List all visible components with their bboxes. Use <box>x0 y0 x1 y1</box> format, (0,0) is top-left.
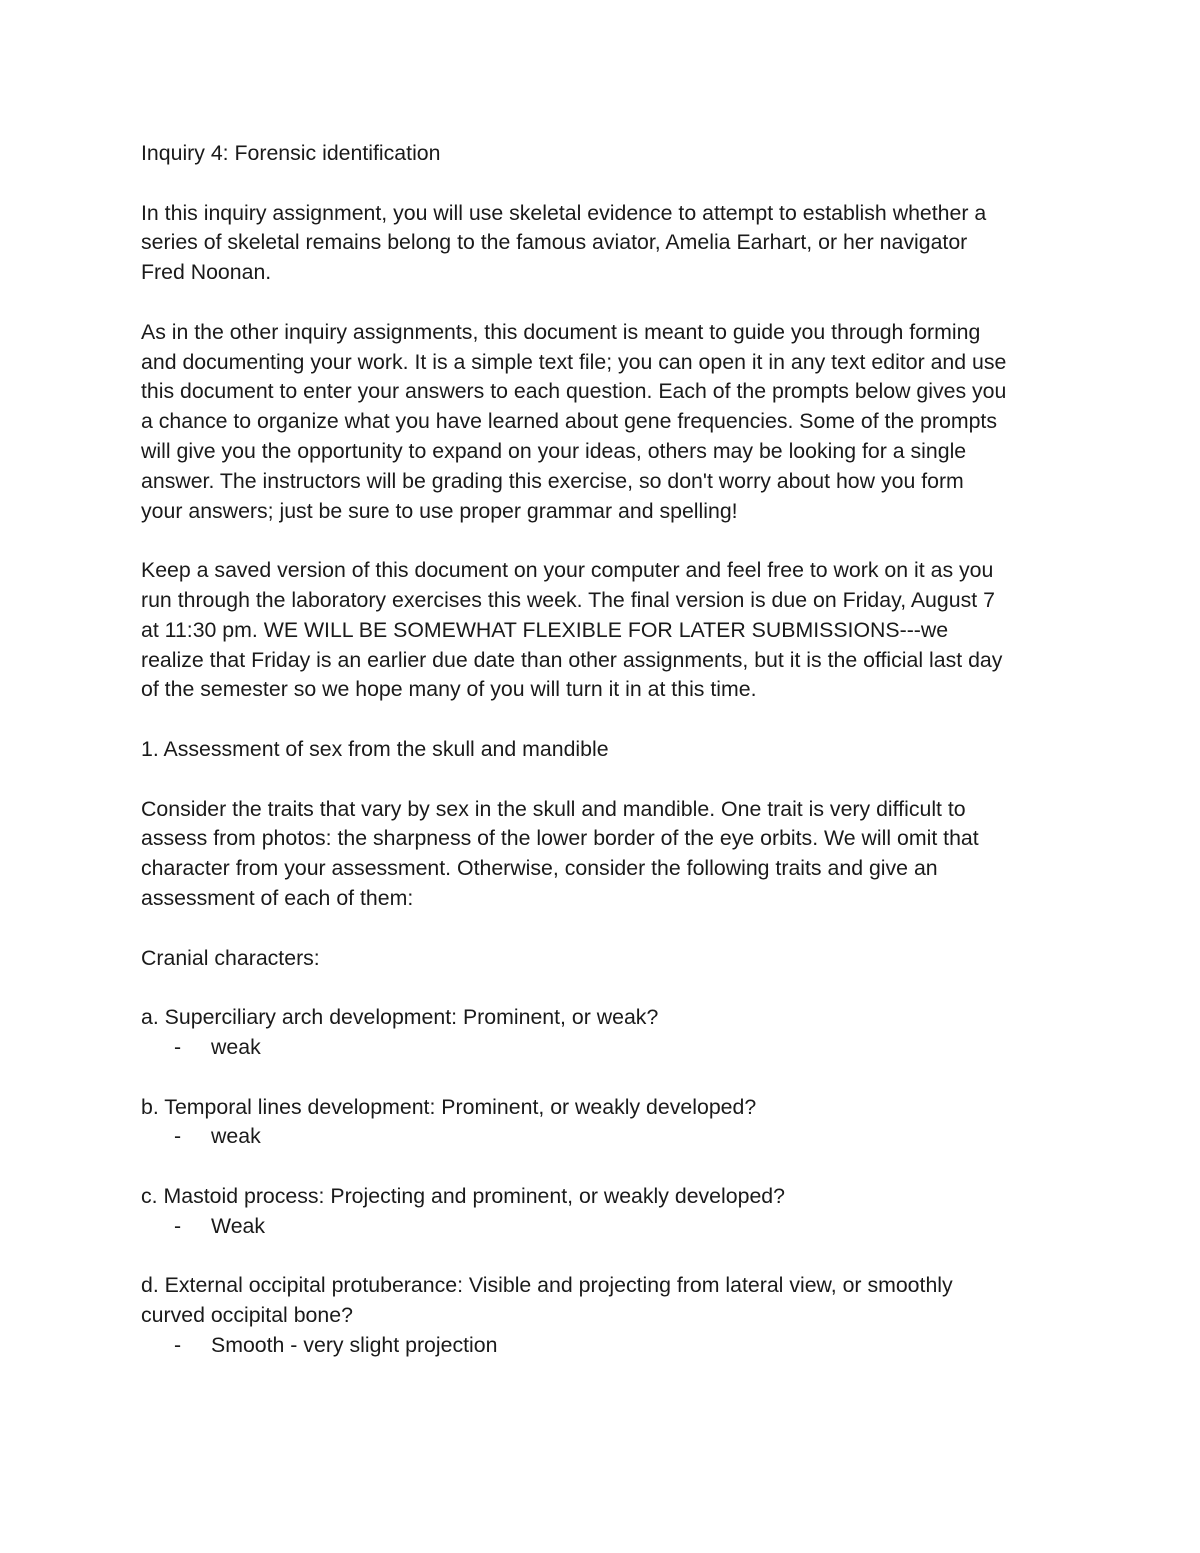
question-prompt: d. External occipital protuberance: Visible and projecting from lateral view, or smoothly curved occipital bone? <box>141 1273 953 1328</box>
document-body <box>141 139 1081 1390</box>
bullet-dash: - <box>174 1213 182 1238</box>
bullet-dash: - <box>174 1332 182 1357</box>
section-intro: Consider the traits that vary by sex in the skull and mandible. One trait is very difficult to assess from photos: the sharpness of the lower border of the eye orbits. We will omit that character from your assessment. Otherwise, consider the following traits and give an assessment of each of them: <box>141 796 979 910</box>
question-b <box>141 1093 1081 1153</box>
question-d <box>141 1271 1081 1360</box>
question-prompt: c. Mastoid process: Projecting and prominent, or weakly developed? <box>141 1183 785 1208</box>
question-prompt: b. Temporal lines development: Prominent, or weakly developed? <box>141 1094 757 1119</box>
subheading-cranial-characters: Cranial characters: <box>141 945 320 970</box>
intro-paragraph-1: In this inquiry assignment, you will use skeletal evidence to attempt to establish whether a series of skeletal remains belong to the famous aviator, Amelia Earhart, or her navigator Fred Noonan. <box>141 200 987 285</box>
bullet-dash: - <box>174 1124 182 1149</box>
answer-text: Smooth - very slight projection <box>211 1332 498 1357</box>
bullet-dash: - <box>174 1034 182 1059</box>
answer-item <box>141 1212 1081 1242</box>
answer-item <box>141 1122 1081 1152</box>
question-a <box>141 1003 1081 1063</box>
intro-paragraph-3: Keep a saved version of this document on your computer and feel free to work on it as you run through the laboratory exercises this week. The final version is due on Friday, August 7 at 11:30 pm. WE WILL BE SOMEWHAT FLEXIBLE FOR LATER SUBMISSIONS---we realize that Friday is an earlier due date than other assignments, but it is the official last day of the semester so we hope many of you will turn it in at this time. <box>141 558 1003 702</box>
document-title: Inquiry 4: Forensic identification <box>141 141 441 165</box>
answer-text: weak <box>211 1124 261 1149</box>
question-c <box>141 1182 1081 1242</box>
answer-text: weak <box>211 1034 261 1059</box>
question-prompt: a. Superciliary arch development: Prominent, or weak? <box>141 1005 659 1030</box>
answer-text: Weak <box>211 1213 266 1238</box>
section-heading: 1. Assessment of sex from the skull and mandible <box>141 736 609 761</box>
answer-item <box>141 1033 1081 1063</box>
answer-item <box>141 1331 1081 1361</box>
intro-paragraph-2: As in the other inquiry assignments, this document is meant to guide you through forming and documenting your work. It is a simple text file; you can open it in any text editor and use this document to enter your answers to each question. Each of the prompts below gives you a chance to organize what you have learned about gene frequencies. Some of the prompts will give you the opportunity to expand on your ideas, others may be looking for a single answer. The instructors will be grading this exercise, so don't worry about how you form your answers; just be sure to use proper grammar and spelling! <box>141 319 1007 523</box>
